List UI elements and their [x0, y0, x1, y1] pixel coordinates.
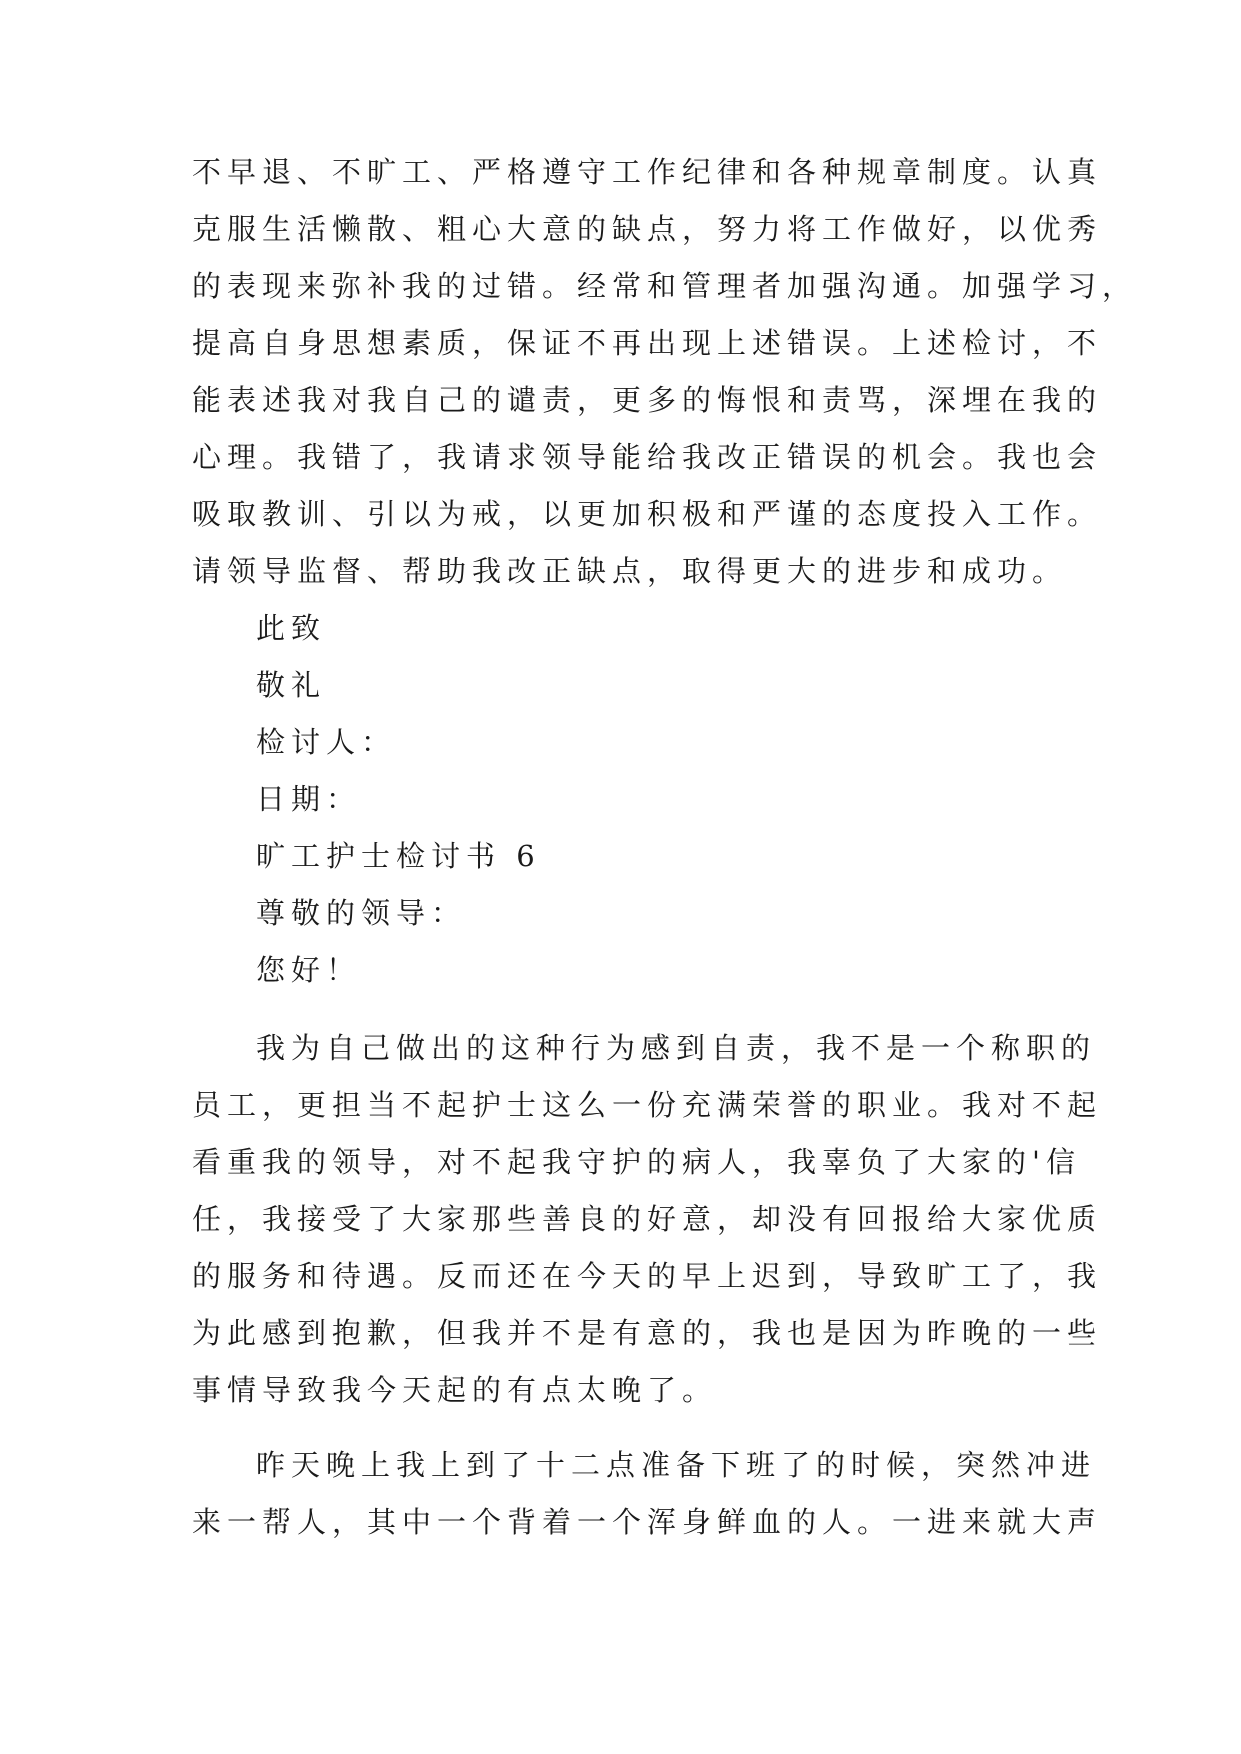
- greeting: 尊敬的领导：: [256, 896, 467, 930]
- body-line: 来一帮人，其中一个背着一个浑身鲜血的人。一进来就大声: [192, 1505, 1103, 1539]
- body-line: 看重我的领导，对不起我守护的病人，我辜负了大家的'信: [192, 1145, 1081, 1179]
- body-line: 吸取教训、引以为戒，以更加积极和严谨的态度投入工作。: [192, 497, 1103, 531]
- body-line: 昨天晚上我上到了十二点准备下班了的时候，突然冲进: [256, 1448, 1097, 1482]
- date-label: 日期：: [256, 782, 362, 816]
- closing-regards: 敬礼: [256, 668, 327, 702]
- body-line: 的服务和待遇。反而还在今天的早上迟到，导致旷工了，我: [192, 1259, 1103, 1293]
- section-title: 旷工护士检讨书 6: [256, 839, 541, 873]
- body-line: 任，我接受了大家那些善良的好意，却没有回报给大家优质: [192, 1202, 1103, 1236]
- body-line: 员工，更担当不起护士这么一份充满荣誉的职业。我对不起: [192, 1088, 1103, 1122]
- body-line: 克服生活懒散、粗心大意的缺点，努力将工作做好，以优秀: [192, 212, 1103, 246]
- body-line: 的表现来弥补我的过错。经常和管理者加强沟通。加强学习，: [192, 269, 1138, 303]
- body-line: 能表述我对我自己的谴责，更多的悔恨和责骂，深埋在我的: [192, 383, 1103, 417]
- closing-salutation: 此致: [256, 611, 327, 645]
- body-line: 事情导致我今天起的有点太晚了。: [192, 1373, 718, 1407]
- body-line: 请领导监督、帮助我改正缺点，取得更大的进步和成功。: [192, 554, 1068, 588]
- signer-label: 检讨人：: [256, 725, 397, 759]
- body-line: 为此感到抱歉，但我并不是有意的，我也是因为昨晚的一些: [192, 1316, 1103, 1350]
- body-line: 提高自身思想素质，保证不再出现上述错误。上述检讨，不: [192, 326, 1103, 360]
- greeting-hello: 您好！: [256, 953, 362, 987]
- body-line: 心理。我错了，我请求领导能给我改正错误的机会。我也会: [192, 440, 1103, 474]
- body-line: 我为自己做出的这种行为感到自责，我不是一个称职的: [256, 1031, 1097, 1065]
- body-line: 不早退、不旷工、严格遵守工作纪律和各种规章制度。认真: [192, 155, 1103, 189]
